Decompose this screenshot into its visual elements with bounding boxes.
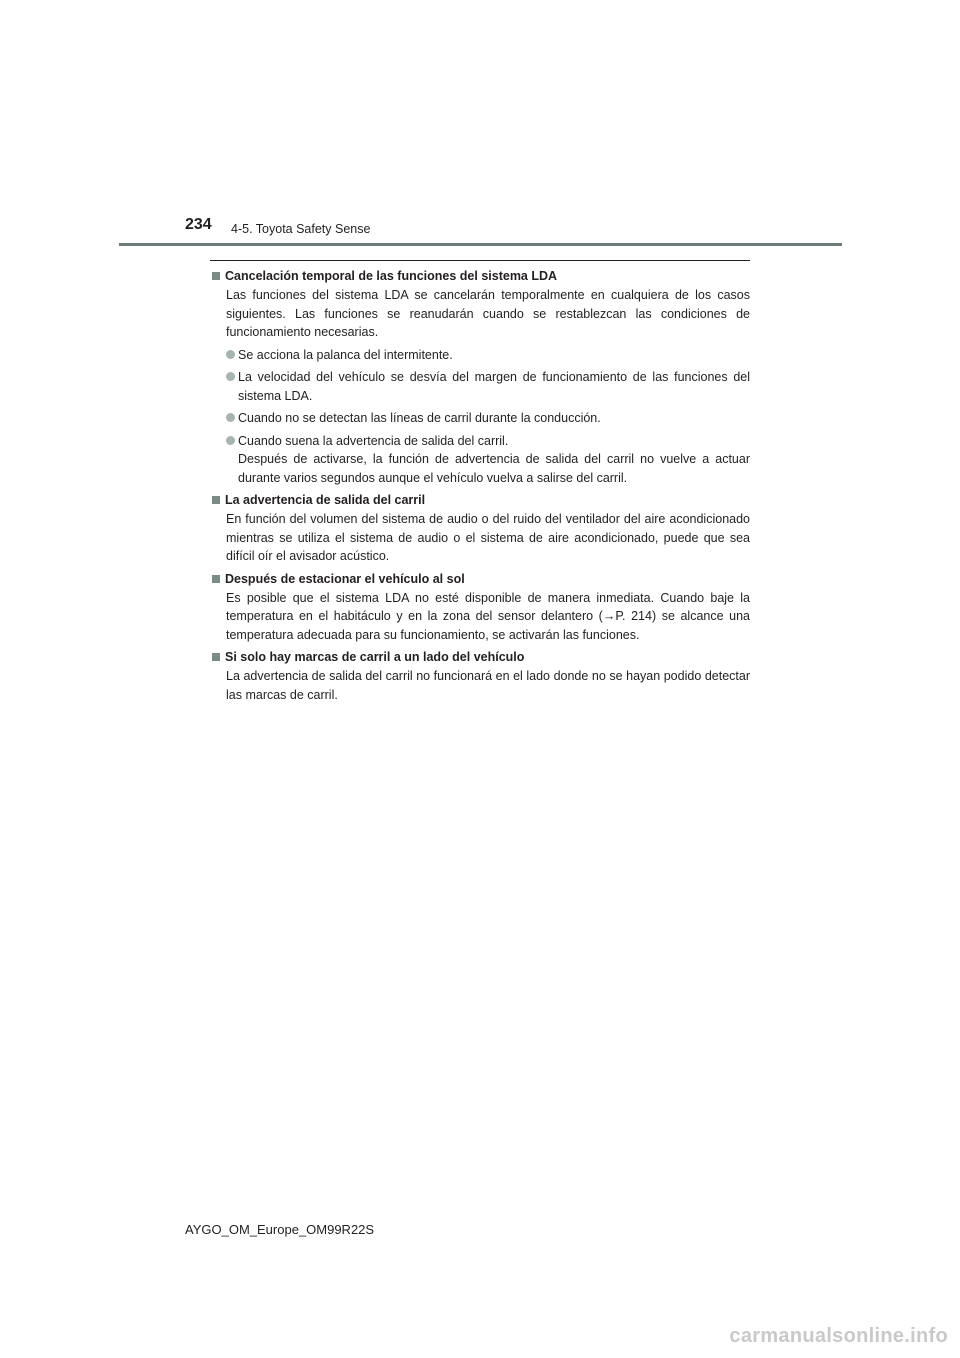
section-paragraph: Es posible que el sistema LDA no esté disponible de manera inmediata. Cuando baje la temperatura en el habitáculo y en la zona del sensor delantero (→P. 214) se alcance una temperatura adecuada para su funcionamiento, se activarán las funciones. xyxy=(226,590,750,642)
content-top-rule xyxy=(210,260,750,261)
header-rule xyxy=(119,243,842,246)
section-lda-cancel xyxy=(210,267,750,487)
page-number: 234 xyxy=(185,216,212,233)
section-heading-text: Después de estacionar el vehículo al sol xyxy=(225,571,465,586)
list-item xyxy=(226,409,750,428)
circle-bullet-icon xyxy=(226,413,235,422)
list-item-text: Cuando suena la advertencia de salida del carril. xyxy=(238,433,509,448)
section-one-side-markings xyxy=(210,648,750,704)
square-bullet-icon xyxy=(212,496,220,504)
square-bullet-icon xyxy=(212,272,220,280)
list-item xyxy=(226,368,750,405)
section-heading-text: Cancelación temporal de las funciones del sistema LDA xyxy=(225,269,558,283)
list-item xyxy=(226,346,750,365)
square-bullet-icon xyxy=(212,653,220,661)
section-paragraph: Las funciones del sistema LDA se cancelarán temporalmente en cualquiera de los casos siguientes. Las funciones se reanudarán cuando se restablezcan las condiciones de funcionamiento necesarias. xyxy=(226,288,750,339)
watermark: carmanualsonline.info xyxy=(729,1325,948,1347)
list-item-text: Se acciona la palanca del intermitente. xyxy=(238,347,453,362)
section-title: 4-5. Toyota Safety Sense xyxy=(231,222,371,236)
square-bullet-icon xyxy=(212,575,220,583)
section-heading-text: La advertencia de salida del carril xyxy=(225,493,426,507)
list-item xyxy=(226,432,750,488)
section-parked-in-sun xyxy=(210,570,750,645)
section-heading xyxy=(210,491,750,509)
section-paragraph: En función del volumen del sistema de audio o del ruido del ventilador del aire acondicionado mientras se utiliza el sistema de audio o el sistema de aire acondicionado, puede que sea difícil oír el avisador acústico. xyxy=(226,512,750,563)
footer-doc-code: AYGO_OM_Europe_OM99R22S xyxy=(185,1222,375,1237)
section-heading xyxy=(210,570,750,588)
section-heading xyxy=(210,648,750,666)
section-paragraph: La advertencia de salida del carril no funcionará en el lado donde no se hayan podido detectar las marcas de carril. xyxy=(226,669,750,702)
circle-bullet-icon xyxy=(226,372,235,381)
list-item-extra-text: Después de activarse, la función de advertencia de salida del carril no vuelve a actuar durante varios segundos aunque el vehículo vuelva a salirse del carril. xyxy=(238,452,750,485)
section-heading xyxy=(210,267,750,285)
circle-bullet-icon xyxy=(226,436,235,445)
list-item-text: La velocidad del vehículo se desvía del margen de funcionamiento de las funciones del sistema LDA. xyxy=(238,370,750,403)
section-lane-departure-warning xyxy=(210,491,750,566)
list-item-text: Cuando no se detectan las líneas de carril durante la conducción. xyxy=(238,411,601,425)
section-heading-text: Si solo hay marcas de carril a un lado del vehículo xyxy=(225,650,525,664)
circle-bullet-icon xyxy=(226,350,235,359)
page-content xyxy=(210,260,750,708)
bullet-list xyxy=(226,346,750,488)
